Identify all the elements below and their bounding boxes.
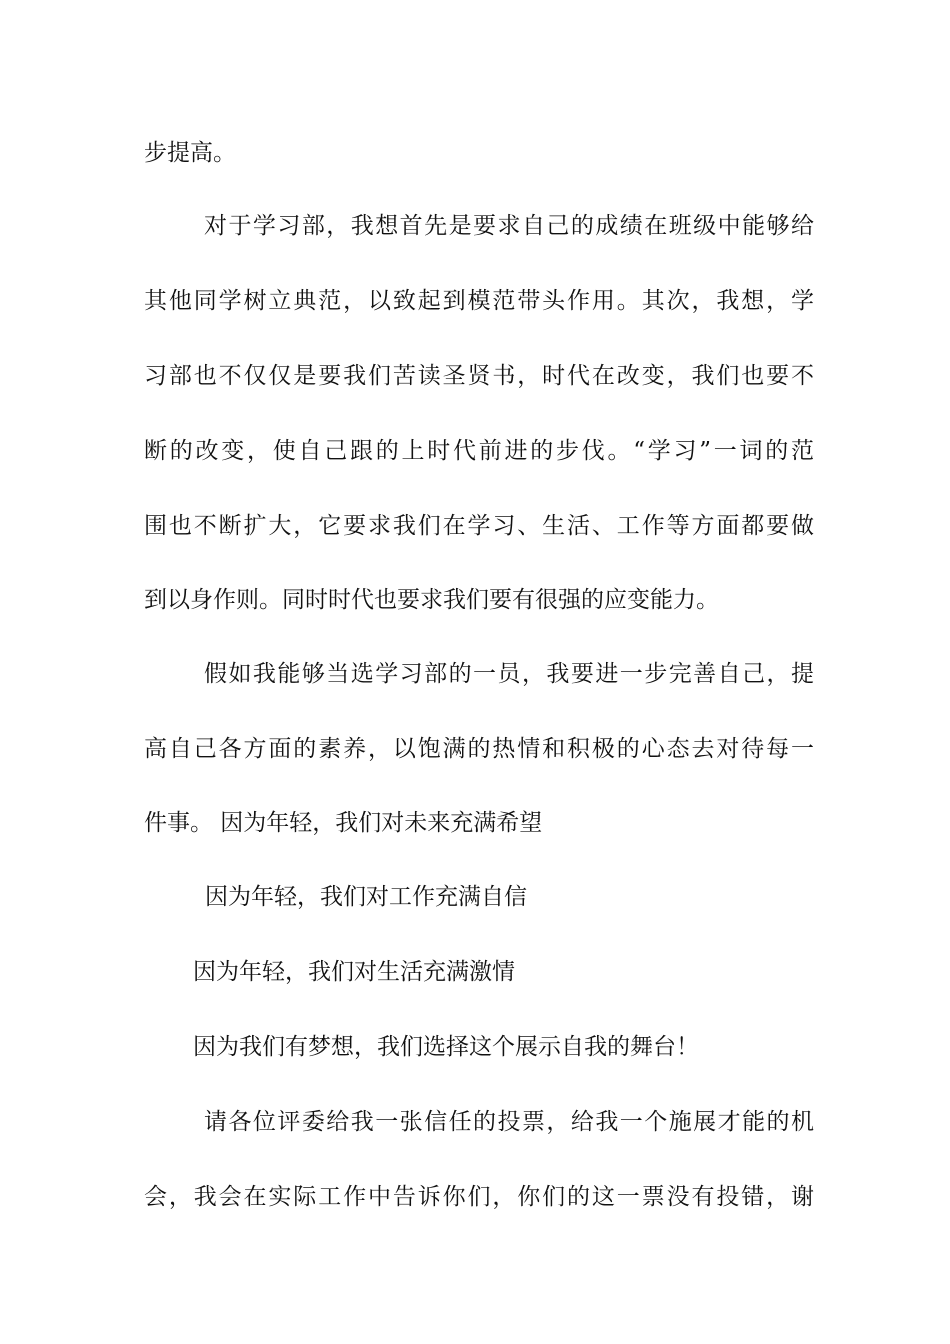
text-line: 因为年轻，我们对工作充满自信: [205, 884, 527, 910]
text-line: 件事。 因为年轻，我们对未来充满希望: [144, 810, 543, 836]
paragraph-first-line: 对于学习部，我想首先是要求自己的成绩在班级中能够给: [204, 213, 814, 239]
paragraph-first-line: 假如我能够当选学习部的一员，我要进一步完善自己，提: [204, 661, 814, 687]
text-line: 高自己各方面的素养，以饱满的热情和积极的心态去对待每一: [144, 736, 814, 762]
text-line: 到以身作则。同时时代也要求我们要有很强的应变能力。: [144, 587, 719, 613]
text-line: 断的改变，使自己跟的上时代前进的步伐。“学习”一词的范: [144, 438, 814, 464]
text-line: 习部也不仅仅是要我们苦读圣贤书，时代在改变，我们也要不: [144, 363, 814, 389]
paragraph-first-line: 请各位评委给我一张信任的投票，给我一个施展才能的机: [204, 1109, 814, 1135]
text-line: 会，我会在实际工作中告诉你们，你们的这一票没有投错，谢: [144, 1184, 814, 1210]
text-line: 围也不断扩大，它要求我们在学习、生活、工作等方面都要做: [144, 513, 814, 539]
text-line: 步提高。: [144, 140, 236, 166]
text-line: 因为年轻，我们对生活充满激情: [193, 959, 515, 985]
text-line: 其他同学树立典范，以致起到模范带头作用。其次，我想，学: [144, 288, 814, 314]
text-line: 因为我们有梦想，我们选择这个展示自我的舞台！: [193, 1034, 699, 1060]
